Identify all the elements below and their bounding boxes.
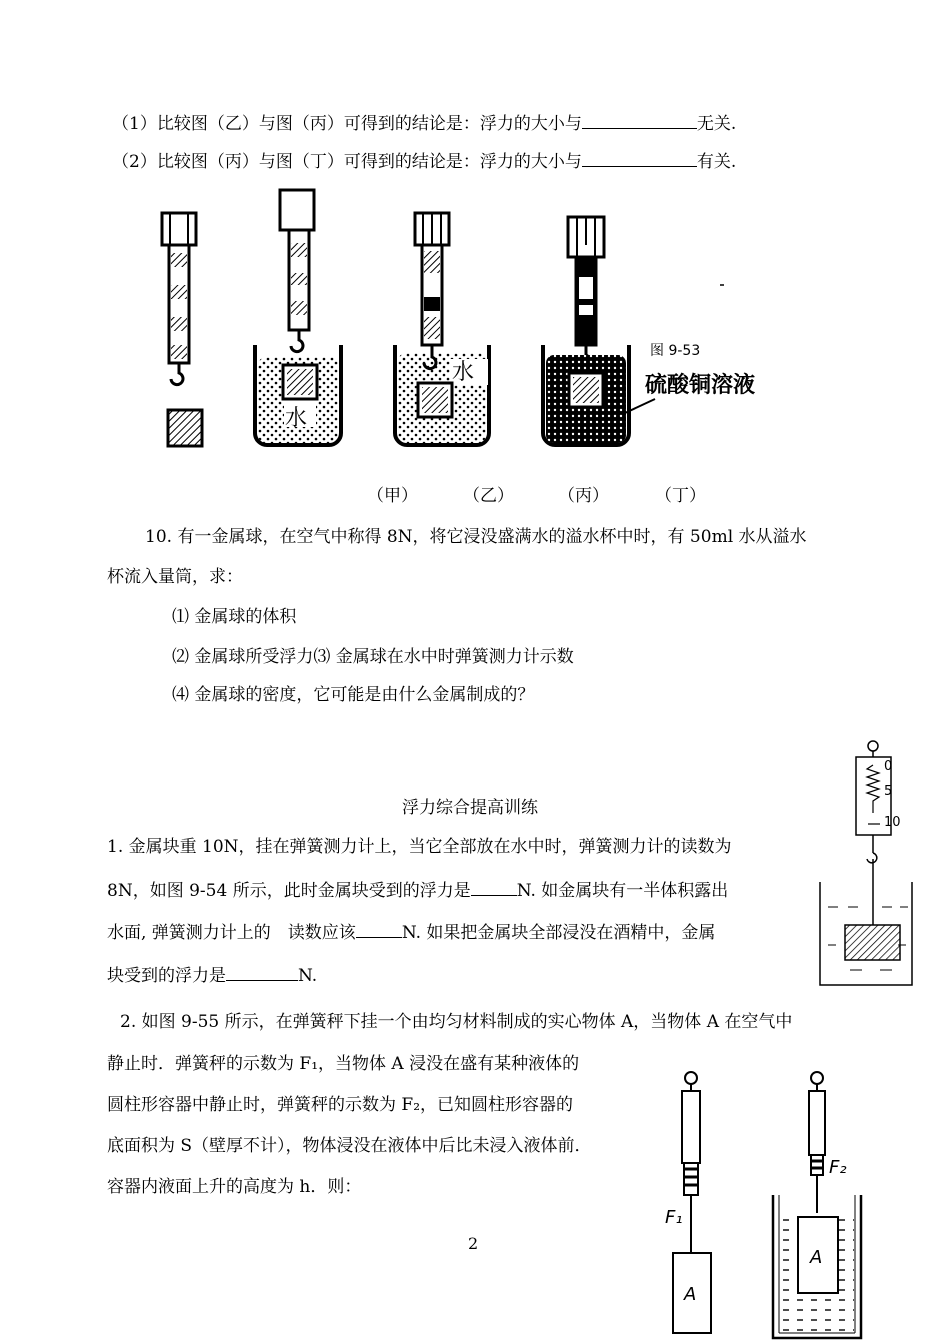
line-text: N. <box>298 966 318 986</box>
spring-scale-jia <box>162 213 196 385</box>
q10-sub-4: ⑷ 金属球的密度，它可能是由什么金属制成的？ <box>172 685 535 705</box>
object-a-label: A <box>684 1284 697 1305</box>
spring-scale-bing <box>415 213 449 369</box>
metal-block <box>845 925 900 960</box>
answer-blank <box>356 921 402 938</box>
answer-blank <box>582 150 697 167</box>
q10-line-2: 杯流入量筒，求： <box>107 567 243 587</box>
p2-line-1: 2. 如图 9-55 所示，在弹簧秤下挂一个由均匀材料制成的实心物体 A，当物体 A 在空气中 <box>120 1012 793 1032</box>
line-text: （1）比较图（乙）与图（丙）可得到的结论是：浮力的大小与 <box>112 114 582 134</box>
q10-sub-1: ⑴ 金属球的体积 <box>172 607 297 627</box>
scale-tick: 0 <box>884 759 893 774</box>
caption-bing: （丙） <box>558 486 609 506</box>
question-line-1 <box>112 112 736 135</box>
p1-line-2 <box>107 879 728 902</box>
p1-line-1: 1. 金属块重 10N，挂在弹簧测力计上，当它全部放在水中时，弹簧测力计的读数为 <box>107 837 732 857</box>
page-number: 2 <box>468 1234 479 1253</box>
p1-line-4 <box>107 964 317 987</box>
figure-9-55 <box>655 1065 865 1342</box>
answer-blank <box>582 112 697 129</box>
answer-blank <box>471 879 517 896</box>
q10-sub-2: ⑵ 金属球所受浮力⑶ 金属球在水中时弹簧测力计示数 <box>172 647 574 667</box>
answer-blank <box>226 964 298 981</box>
line-text: N. 如果把金属块全部浸没在酒精中，金属 <box>401 923 716 943</box>
line-text: 块受到的浮力是 <box>107 966 226 986</box>
caption-ding: （丁） <box>655 486 706 506</box>
figure-9-53 <box>150 185 810 455</box>
spring-scale-ding <box>568 217 604 367</box>
line-text: 8N，如图 9-54 所示，此时金属块受到的浮力是 <box>107 881 471 901</box>
p2-line-2: 静止时．弹簧秤的示数为 F₁，当物体 A 浸没在盛有某种液体的 <box>107 1054 580 1074</box>
spring-scale-yi <box>280 190 314 352</box>
scale-tick: 10 <box>884 815 901 830</box>
figure-9-54 <box>820 735 920 990</box>
water-label: 水 <box>285 406 308 431</box>
object-a-label: A <box>810 1247 823 1268</box>
solution-label: 硫酸铜溶液 <box>645 373 756 398</box>
p2-line-5: 容器内液面上升的高度为 h．则： <box>107 1177 362 1197</box>
line-text: （2）比较图（丙）与图（丁）可得到的结论是：浮力的大小与 <box>112 152 582 172</box>
caption-jia: （甲） <box>367 486 418 506</box>
line-text: N. 如金属块有一半体积露出 <box>516 881 729 901</box>
p1-line-3 <box>107 921 715 944</box>
f2-label: F₂ <box>829 1157 847 1178</box>
question-line-2 <box>112 150 736 173</box>
f1-label: F₁ <box>665 1207 683 1228</box>
p2-line-4: 底面积为 S（壁厚不计），物体浸没在液体中后比未浸入液体前． <box>107 1136 592 1156</box>
line-text: 水面, 弹簧测力计上的 读数应该 <box>107 923 356 943</box>
figure-label: 图 9-53 <box>650 343 701 359</box>
line-text: 无关. <box>696 114 737 134</box>
section-title: 浮力综合提高训练 <box>402 798 538 818</box>
p2-line-3: 圆柱形容器中静止时，弹簧秤的示数为 F₂，已知圆柱形容器的 <box>107 1095 574 1115</box>
water-label: 水 <box>452 360 475 385</box>
caption-yi: （乙） <box>463 486 514 506</box>
scale-tick: 5 <box>884 784 893 799</box>
metal-block-jia <box>168 410 202 446</box>
q10-line-1: 10. 有一金属球，在空气中称得 8N，将它浸没盛满水的溢水杯中时，有 50ml 水从溢水 <box>145 527 807 547</box>
line-text: 有关. <box>696 152 737 172</box>
